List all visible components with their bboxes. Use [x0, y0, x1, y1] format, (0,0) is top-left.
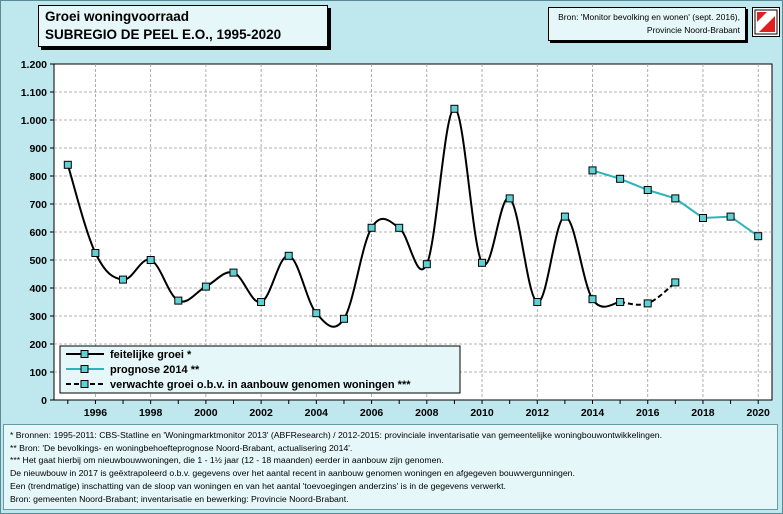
data-point-actual — [423, 261, 430, 268]
data-point-actual — [175, 297, 182, 304]
chart-title-box — [38, 5, 328, 47]
y-tick-label: 900 — [29, 143, 47, 155]
chart-title: Groei woningvoorraad — [45, 9, 190, 24]
x-tick-label: 2008 — [415, 407, 439, 419]
y-tick-label: 700 — [29, 199, 47, 211]
y-tick-label: 1.000 — [20, 115, 47, 127]
y-tick-label: 500 — [29, 255, 47, 267]
x-tick-label: 2018 — [691, 407, 715, 419]
y-tick-label: 200 — [29, 339, 47, 351]
data-point-forecast — [755, 233, 762, 240]
x-tick-label: 2010 — [470, 407, 494, 419]
legend-marker-actual — [81, 351, 88, 358]
data-point-forecast — [700, 215, 707, 222]
x-axis-ticks — [68, 400, 770, 419]
y-tick-label: 1.100 — [20, 87, 47, 99]
data-point-actual — [313, 310, 320, 317]
legend-label-expected: verwachte groei o.b.v. in aanbouw genomen woningen *** — [110, 379, 411, 391]
data-point-expected — [644, 300, 651, 307]
footnote-3: *** Het gaat hierbij om nieuwbouwwoningen, die 1 - 1½ jaar (12 - 18 maanden) eerder in aanbouw zijn genomen. — [10, 455, 444, 466]
x-tick-label: 2004 — [304, 407, 329, 419]
y-axis-ticks — [21, 59, 54, 407]
data-point-actual — [92, 250, 99, 257]
province-logo — [752, 7, 780, 37]
footnote-1: * Bronnen: 1995-2011: CBS-Statline en 'Woningmarktmonitor 2013' (ABFResearch) / 2012-2015: provinciale inventarisatie van gemeentelijke woningbouwontwikkelingen. — [10, 430, 663, 440]
x-tick-label: 2000 — [194, 407, 218, 419]
y-tick-label: 0 — [41, 395, 47, 407]
data-point-forecast — [672, 195, 679, 202]
data-point-actual — [534, 299, 541, 306]
data-point-expected — [617, 299, 624, 306]
data-point-actual — [368, 224, 375, 231]
y-tick-label: 1.200 — [20, 59, 47, 71]
footnote-6: Bron: gemeenten Noord-Brabant; inventarisatie en bewerking: Provincie Noord-Brabant. — [10, 493, 349, 504]
data-point-actual — [396, 224, 403, 231]
x-tick-label: 1996 — [83, 407, 108, 419]
data-point-forecast — [617, 175, 624, 182]
y-tick-label: 100 — [29, 367, 47, 379]
x-tick-label: 2020 — [746, 407, 770, 419]
source-line-1: Bron: 'Monitor bevolking en wonen' (sept. 2016), — [558, 12, 740, 22]
y-tick-label: 800 — [29, 171, 47, 183]
data-point-expected — [672, 279, 679, 286]
data-point-actual — [120, 276, 127, 283]
y-tick-label: 600 — [29, 227, 47, 239]
chart-subtitle: SUBREGIO DE PEEL E.O., 1995-2020 — [45, 27, 282, 42]
x-tick-label: 2014 — [580, 407, 605, 419]
y-tick-label: 300 — [29, 311, 47, 323]
data-point-actual — [258, 299, 265, 306]
data-point-actual — [451, 105, 458, 112]
legend-label-forecast: prognose 2014 ** — [110, 364, 200, 376]
legend-marker-expected — [81, 381, 88, 388]
legend-label-actual: feitelijke groei * — [110, 349, 192, 361]
data-point-actual — [561, 213, 568, 220]
data-point-forecast — [589, 167, 596, 174]
footnote-2: ** Bron: 'De bevolkings- en woningbehoefteprognose Noord-Brabant, actualisering 2014'. — [10, 442, 353, 453]
x-tick-label: 2006 — [359, 407, 384, 419]
data-point-actual — [202, 283, 209, 290]
province-logo-icon — [753, 8, 779, 36]
x-tick-label: 1998 — [138, 407, 163, 419]
footnote-5: Een (trendmatige) inschatting van de sloop van woningen en van het aantal 'toevoegingen anderzins' is in de gegevens verwerkt. — [10, 480, 506, 491]
data-point-actual — [589, 296, 596, 303]
data-point-forecast — [727, 213, 734, 220]
y-tick-label: 400 — [29, 283, 47, 295]
footnote-4: De nieuwbouw in 2017 is geëxtrapoleerd o.b.v. gegevens over het aantal recent in aanbouw genomen woningen en afgegeven bouwvergunningen. — [10, 468, 575, 479]
data-point-actual — [506, 195, 513, 202]
data-point-forecast — [644, 187, 651, 194]
data-point-actual — [147, 257, 154, 264]
data-point-actual — [341, 315, 348, 322]
footnotes-box — [3, 424, 778, 510]
legend — [60, 346, 460, 393]
data-point-actual — [285, 252, 292, 259]
legend-marker-forecast — [81, 366, 88, 373]
data-point-actual — [230, 269, 237, 276]
x-tick-label: 2002 — [249, 407, 273, 419]
data-point-actual — [64, 161, 71, 168]
x-tick-label: 2016 — [636, 407, 660, 419]
source-line-2: Provincie Noord-Brabant — [646, 25, 740, 35]
source-box — [548, 7, 746, 41]
x-tick-label: 2012 — [525, 407, 549, 419]
data-point-actual — [479, 259, 486, 266]
